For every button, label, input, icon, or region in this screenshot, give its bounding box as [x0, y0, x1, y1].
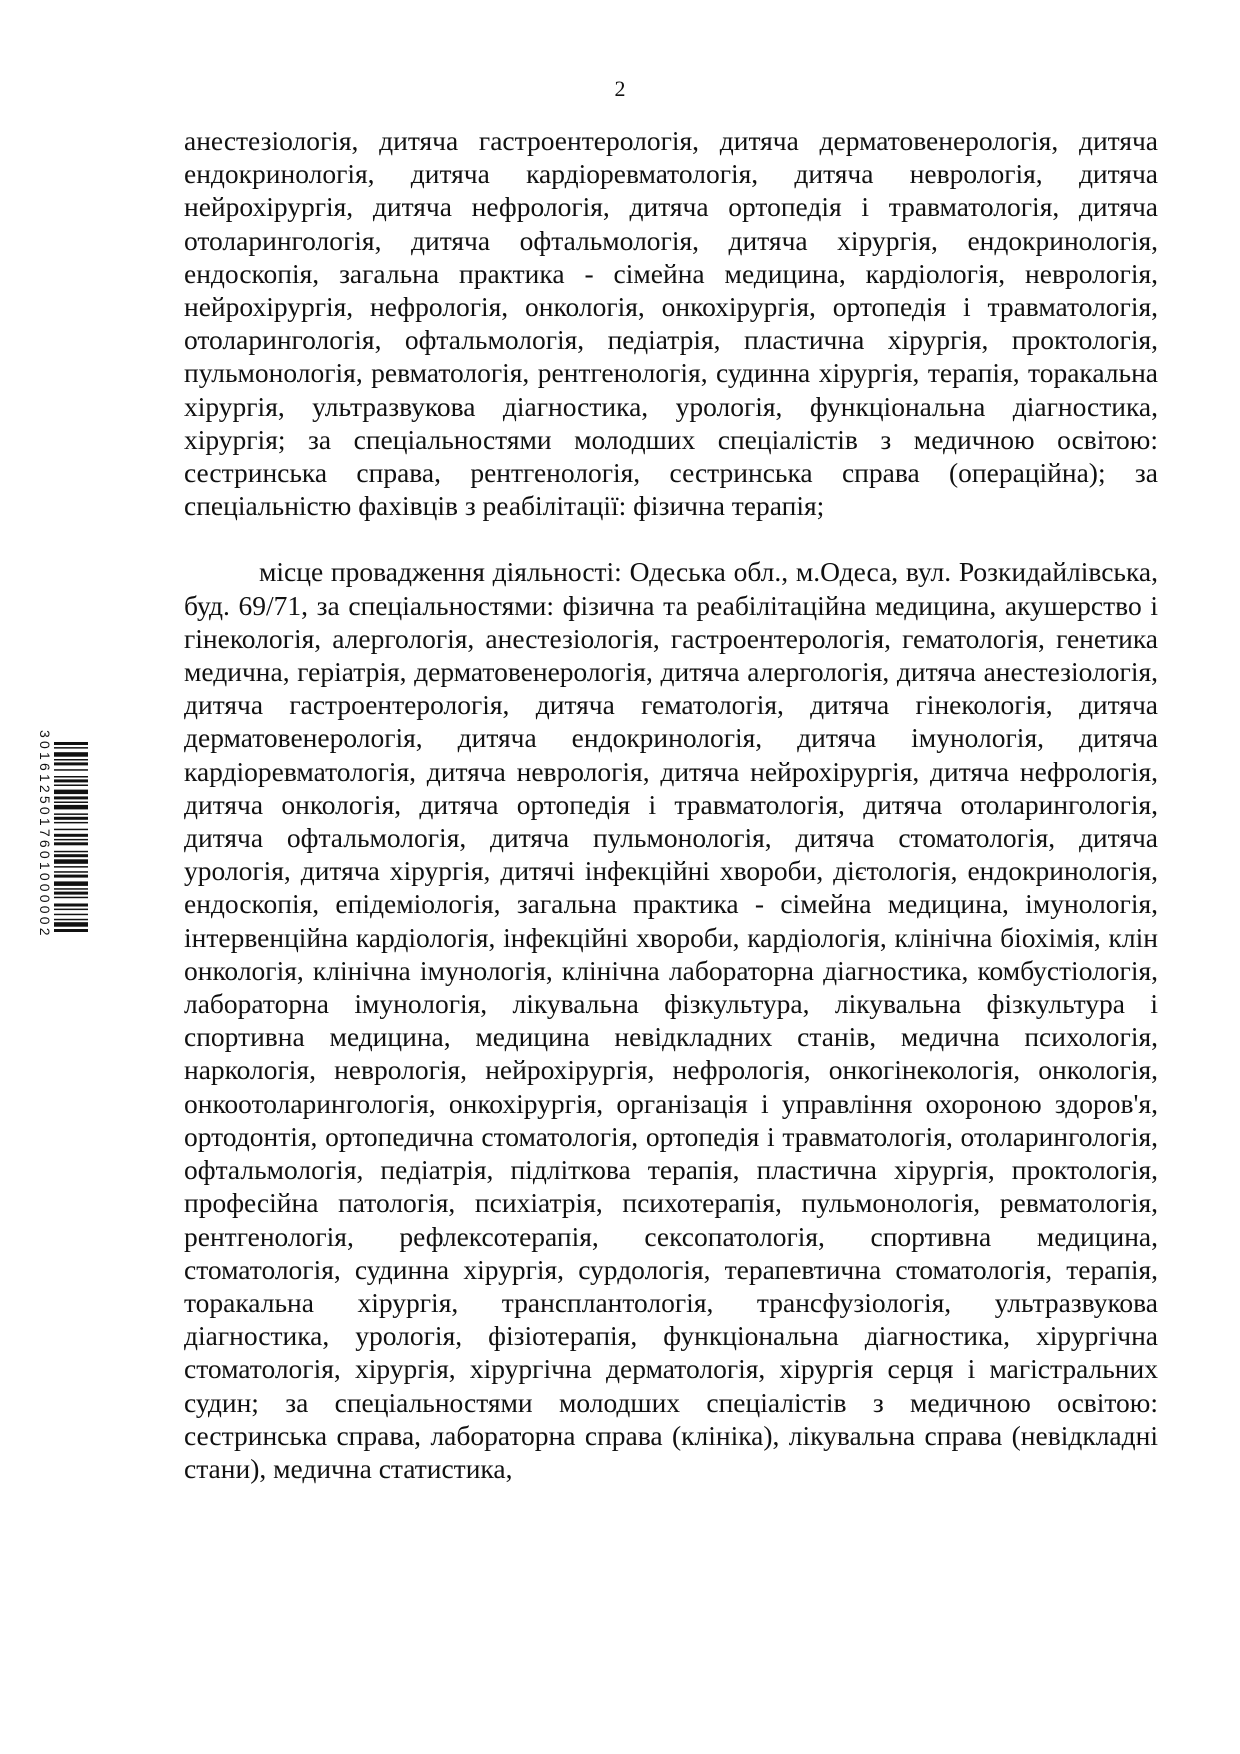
- barcode-number: 3016125017601000002: [37, 730, 53, 939]
- side-barcode: [30, 728, 90, 988]
- barcode-icon: [54, 742, 88, 986]
- paragraph-specialties-continued: анестезіологія, дитяча гастроентерологія, дитяча дерматовенерологія, дитяча ендокринологія, дитяча кардіоревматологія, дитяча неврологія, дитяча нейрохірургія, дитяча нефрологія, дитяча ортопедія і травматологія, дитяча отоларингологія, дитяча офтальмологія, дитяча хірургія, ендокринологія, ендоскопія, загальна практика - сімейна медицина, кардіологія, неврологія, нейрохірургія, нефрологія, онкологія, онкохірургія, ортопедія і травматологія, отоларингологія, офтальмологія, педіатрія, пластична хірургія, проктологія, пульмонологія, ревматологія, рентгенологія, судинна хірургія, терапія, торакальна хірургія, ультразвукова діагностика, урологія, функціональна діагностика, хірургія; за спеціальностями молодших спеціалістів з медичною освітою: сестринська справа, рентгенологія, сестринська справа (операційна); за спеціальністю фахівців з реабілітації: фізична терапія;: [184, 125, 1158, 522]
- page-number: 2: [614, 76, 626, 101]
- document-body: [184, 124, 1158, 1485]
- paragraph-place-of-activity: місце провадження діяльності: Одеська обл., м.Одеса, вул. Розкидайлівська, буд. 69/71, за спеціальностями: фізична та реабілітаційна медицина, акушерство і гінекологія, алергологія, анестезіологія, гастроентерологія, гематологія, генетика медична, геріатрія, дерматовенерологія, дитяча алергологія, дитяча анестезіологія, дитяча гастроентерологія, дитяча гематологія, дитяча гінекологія, дитяча дерматовенерологія, дитяча ендокринологія, дитяча імунологія, дитяча кардіоревматологія, дитяча неврологія, дитяча нейрохірургія, дитяча нефрологія, дитяча онкологія, дитяча ортопедія і травматологія, дитяча отоларингологія, дитяча офтальмологія, дитяча пульмонологія, дитяча стоматологія, дитяча урологія, дитяча хірургія, дитячі інфекційні хвороби, дієтологія, ендокринологія, ендоскопія, епідеміологія, загальна практика - сімейна медицина, імунологія, інтервенційна кардіологія, інфекційні хвороби, кардіологія, клінічна біохімія, клін онкологія, клінічна імунологія, клінічна лабораторна діагностика, комбустіологія, лабораторна імунологія, лікувальна фізкультура, лікувальна фізкультура і спортивна медицина, медицина невідкладних станів, медична психологія, наркологія, неврологія, нейрохірургія, нефрологія, онкогінекологія, онкологія, онкоотоларингологія, онкохірургія, організація і управління охороною здоров'я, ортодонтія, ортопедична стоматологія, ортопедія і травматологія, отоларингологія, офтальмологія, педіатрія, підліткова терапія, пластична хірургія, проктологія, професійна патологія, психіатрія, психотерапія, пульмонологія, ревматологія, рентгенологія, рефлексотерапія, сексопатологія, спортивна медицина, стоматологія, судинна хірургія, сурдологія, терапевтична стоматологія, терапія, торакальна хірургія, трансплантологія, трансфузіологія, ультразвукова діагностика, урологія, фізіотерапія, функціональна діагностика, хірургічна стоматологія, хірургія, хірургічна дерматологія, хірургія серця і магістральних судин; за спеціальностями молодших спеціалістів з медичною освітою: сестринська справа, лабораторна справа (клініка), лікувальна справа (невідкладні стани), медична статистика,: [184, 556, 1158, 1484]
- paragraph-spacer: [184, 522, 1158, 555]
